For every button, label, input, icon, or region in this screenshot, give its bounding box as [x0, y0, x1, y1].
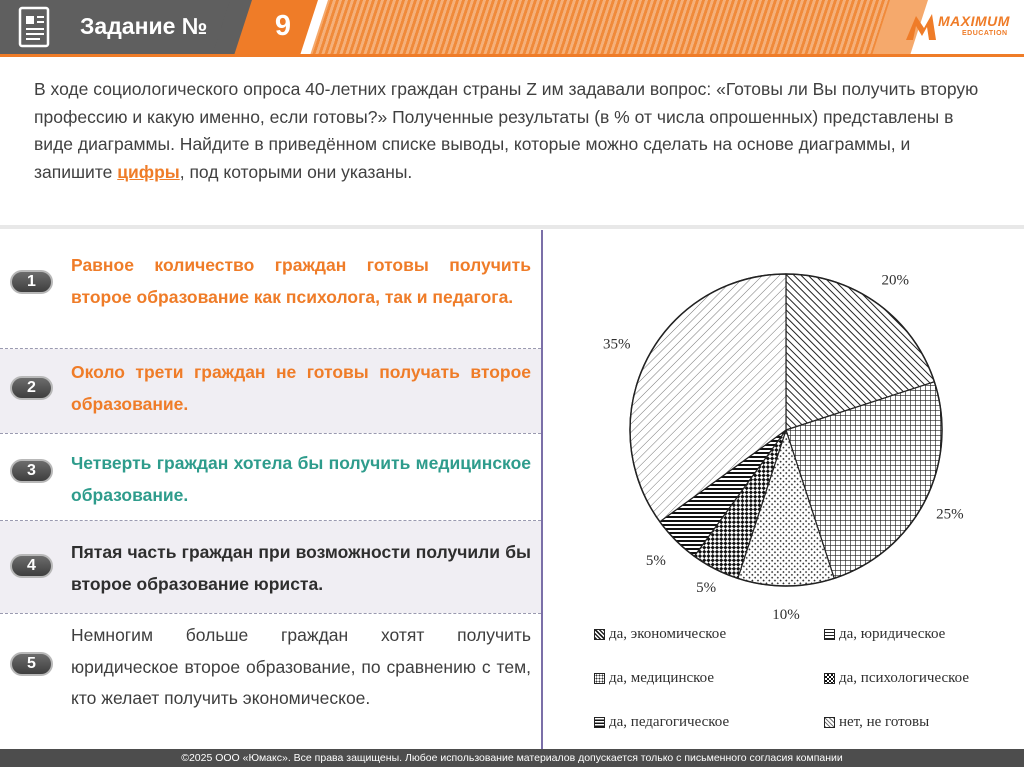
option-number-badge: 3 — [10, 459, 53, 483]
header-striped-band — [312, 0, 890, 54]
question-part2: , под которыми они указаны. — [179, 161, 413, 182]
option-text: Немногим больше граждан хотят получить юридическое второе образование, по сравнению с тем, кто желает получить экономическое. — [71, 625, 531, 708]
logo-text: MAXIMUM — [938, 13, 1010, 29]
option-1[interactable] — [0, 240, 541, 348]
option-text: Пятая часть граждан при возможности получили бы второе образование юриста. — [71, 542, 531, 594]
document-icon — [16, 6, 52, 48]
header-underline — [0, 54, 1024, 57]
legend-item — [594, 714, 729, 731]
question-text — [34, 76, 982, 186]
option-text: Равное количество граждан готовы получить второе образование как психолога, так и педагога. — [71, 255, 531, 307]
option-number-badge: 1 — [10, 270, 53, 294]
legend-label: да, медицинское — [609, 670, 715, 686]
legend-label: да, психологическое — [839, 670, 969, 686]
logo-subtext: EDUCATION — [962, 30, 1008, 37]
header-bar — [0, 0, 1024, 60]
option-number-badge: 5 — [10, 652, 53, 676]
pie-slice-label: 5% — [645, 553, 666, 570]
legend-swatch — [824, 673, 835, 684]
legend-item — [594, 670, 714, 687]
option-5[interactable] — [0, 614, 541, 748]
legend-swatch — [594, 717, 605, 728]
copyright-footer: ©2025 ООО «Юмакс». Все права защищены. Любое использование материалов допускается только с письменного согласия компании — [0, 749, 1024, 767]
legend-swatch — [824, 717, 835, 728]
pie-slice-label: 35% — [602, 336, 631, 353]
legend-item — [824, 670, 969, 687]
pie-chart — [560, 240, 1010, 740]
option-4[interactable] — [0, 521, 541, 613]
legend-label: да, юридическое — [839, 626, 946, 642]
option-3[interactable] — [0, 434, 541, 520]
option-number-badge: 4 — [10, 554, 53, 578]
option-2[interactable] — [0, 349, 541, 433]
legend-swatch — [824, 629, 835, 640]
pie-slice-label: 5% — [696, 579, 717, 596]
legend-item — [824, 714, 929, 731]
option-number-badge: 2 — [10, 376, 53, 400]
question-part1: В ходе социологического опроса 40-летних граждан страны Z им задавали вопрос: «Готовы ли Вы получить вторую профессию и какую именно, если готовы?» Полученные результаты (в % от числа опрошенных) представлены в виде диаграммы. Найдите в приведённом списке выводы, которые можно сделать на основе диаграммы, и запишите — [34, 79, 979, 182]
question-highlight: цифры — [117, 161, 180, 182]
legend-swatch — [594, 673, 605, 684]
legend-item — [824, 626, 945, 643]
vertical-divider — [541, 230, 543, 750]
legend-item — [594, 626, 726, 643]
pie-slice-label: 10% — [772, 607, 800, 623]
pie-slice-label: 25% — [936, 506, 964, 523]
pie-slice-label: 20% — [881, 272, 910, 289]
legend-label: да, экономическое — [609, 626, 727, 642]
legend-swatch — [594, 629, 605, 640]
task-number: 9 — [274, 10, 292, 42]
question-divider — [0, 225, 1024, 229]
legend-label: да, педагогическое — [609, 714, 730, 730]
option-text: Около трети граждан не готовы получать второе образование. — [71, 362, 531, 414]
legend-label: нет, не готовы — [839, 714, 930, 730]
page-title: Задание № — [80, 13, 208, 39]
option-text: Четверть граждан хотела бы получить медицинское образование. — [71, 453, 531, 505]
